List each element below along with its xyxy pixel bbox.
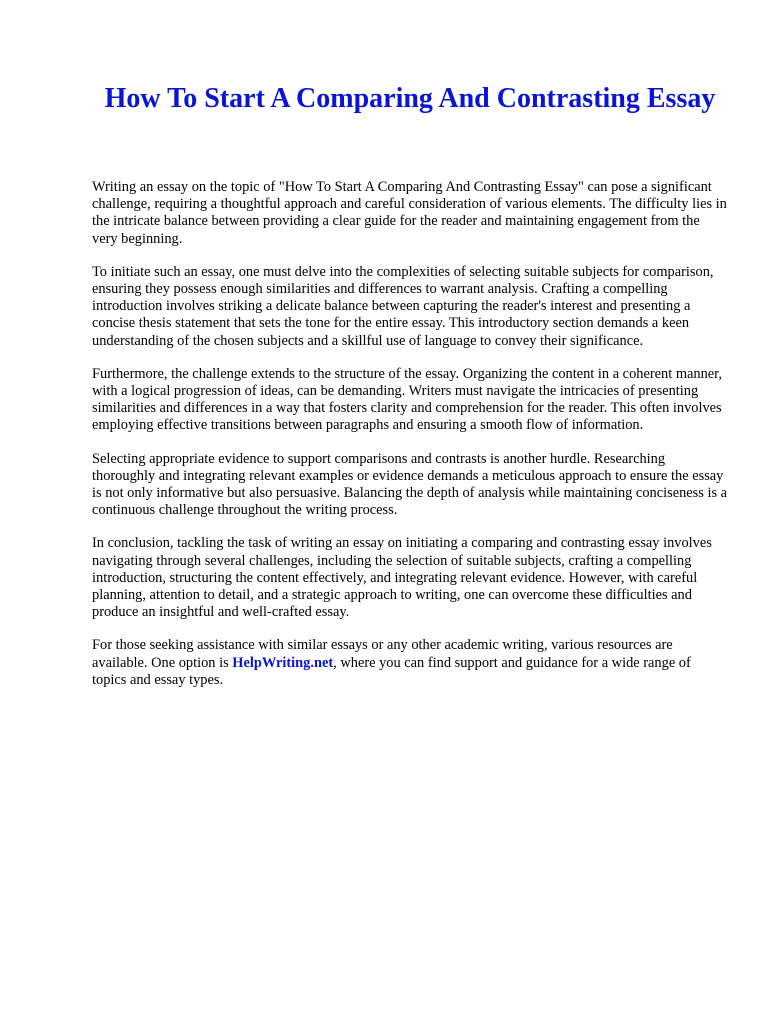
paragraph-6 bbox=[92, 637, 728, 689]
paragraph-3: Furthermore, the challenge extends to the structure of the essay. Organizing the content in a coherent manner, with a logical progression of ideas, can be demanding. Writers must navigate the intricacies of presenting similarities and differences in a way that fosters clarity and comprehension for the reader. This often involves employing effective transitions between paragraphs and ensuring a smooth flow of information. bbox=[92, 365, 722, 434]
helpwriting-link[interactable]: HelpWriting.net bbox=[232, 654, 334, 671]
paragraph-5: In conclusion, tackling the task of writing an essay on initiating a comparing and contrasting essay involves navigating through several challenges, including the selection of suitable subjects, crafting a compelling introduction, structuring the content effectively, and integrating relevant evidence. However, with careful planning, attention to detail, and a strategic approach to writing, one can overcome these difficulties and produce an insightful and well-crafted essay. bbox=[92, 535, 712, 621]
paragraph-4: Selecting appropriate evidence to support comparisons and contrasts is another hurdle. Researching thoroughly and integrating relevant examples or evidence demands a meticulous approach to ensure the essay is not only informative but also persuasive. Balancing the depth of analysis while maintaining conciseness is a continuous challenge throughout the writing process. bbox=[92, 450, 728, 519]
page-title: How To Start A Comparing And Contrasting Essay bbox=[104, 83, 716, 114]
paragraph-2: To initiate such an essay, one must delve into the complexities of selecting suitable subjects for comparison, ensuring they possess enough similarities and differences to warrant analysis. Crafting a compelling introduction involves striking a delicate balance between capturing the reader's interest and presenting a concise thesis statement that sets the tone for the entire essay. This introductory section demands a keen understanding of the chosen subjects and a skillful use of language to convey their significance. bbox=[92, 263, 714, 349]
paragraph-6-intro: For those seeking assistance with similar essays or any other academic writing, various resources are available. One option is bbox=[92, 637, 673, 671]
paragraph-6-outro: , where you can find support and guidance for a wide range of topics and essay types. bbox=[92, 654, 691, 688]
paragraph-1: Writing an essay on the topic of "How To Start A Comparing And Contrasting Essay" can pose a significant challenge, requiring a thoughtful approach and careful consideration of various elements. The difficulty lies in the intricate balance between providing a clear guide for the reader and maintaining engagement from the very beginning. bbox=[92, 179, 727, 247]
essay-body bbox=[92, 179, 728, 705]
